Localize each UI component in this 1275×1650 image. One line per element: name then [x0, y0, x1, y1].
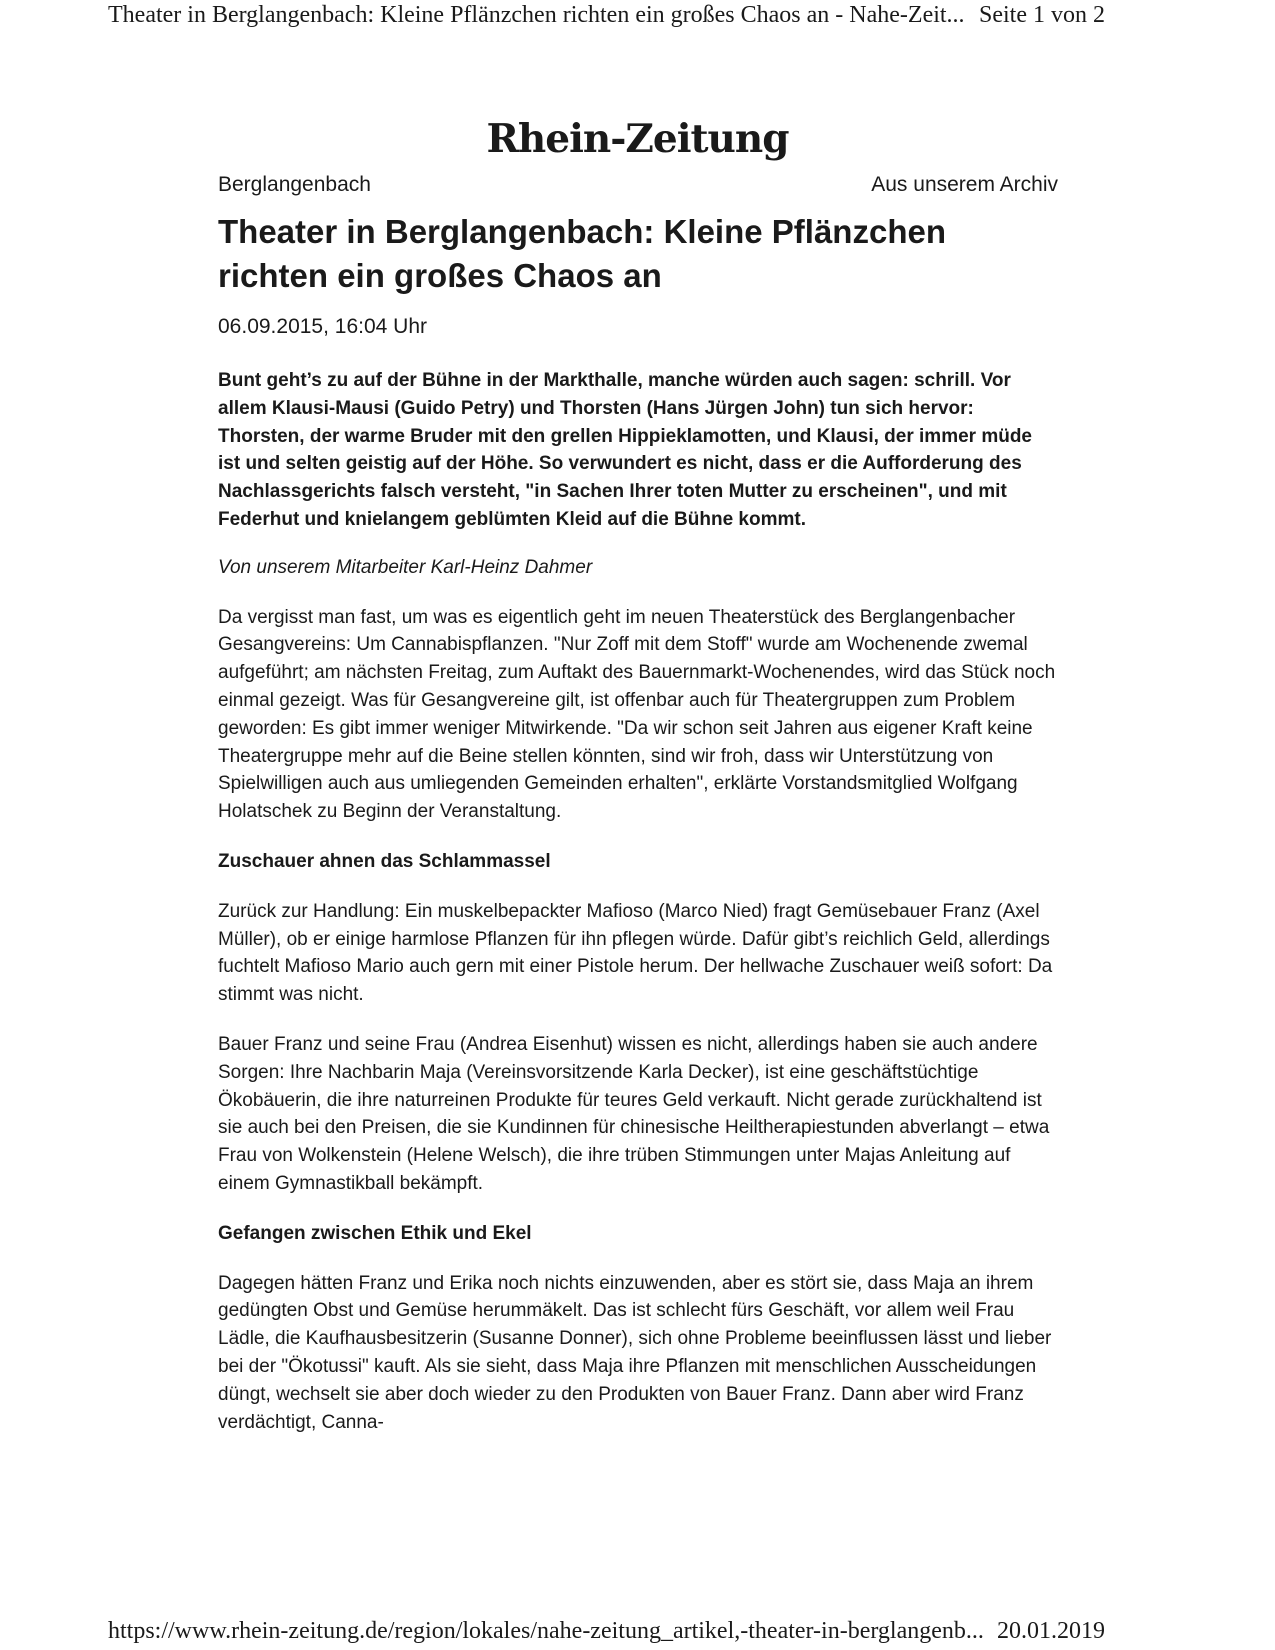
- article-lead: Bunt geht’s zu auf der Bühne in der Markthalle, manche würden auch sagen: schrill. Vor allem Klausi-Mausi (Guido Petry) und Thorsten (Hans Jürgen John) tun sich hervor: Thorsten, der warme Bruder mit den grellen Hippieklamotten, und Klausi, der immer müde ist und selten geistig auf der Höhe. So verwundert es nicht, dass er die Aufforderung des Nachlassgerichts falsch versteht, "in Sachen Ihrer toten Mutter zu erscheinen", und mit Federhut und knielangem geblümten Kleid auf die Bühne kommt.: [218, 370, 1032, 530]
- article-author: Von unserem Mitarbeiter Karl-Heinz Dahmer: [218, 556, 593, 578]
- headline-line-1: Theater in Berglangenbach: Kleine Pflänzchen: [218, 213, 946, 250]
- print-header-page-number: Seite 1 von 2: [979, 2, 1105, 28]
- article: [218, 168, 1058, 1455]
- print-footer-date: 20.01.2019: [997, 1618, 1105, 1644]
- article-paragraph-2: Zurück zur Handlung: Ein muskelbepackter Mafioso (Marco Nied) fragt Gemüsebauer Franz (Axel Müller), ob er einige harmlose Pflanzen für ihn pflegen würde. Dafür gibt’s reichlich Geld, allerdings fuchtelt Mafioso Mario auch gern mit einer Pistole herum. Der hellwache Zuschauer weiß sofort: Da stimmt was nicht.: [218, 900, 1053, 1006]
- newspaper-logo: Rhein-Zeitung: [486, 116, 789, 162]
- article-meta-row: [218, 168, 1058, 202]
- print-footer-url: https://www.rhein-zeitung.de/region/lokales/nahe-zeitung_artikel,-theater-in-berglangenb...: [108, 1618, 984, 1644]
- article-paragraph-4: Dagegen hätten Franz und Erika noch nichts einzuwenden, aber es stört sie, dass Maja an ihrem gedüngten Obst und Gemüse herummäkelt. Das ist schlecht fürs Geschäft, vor allem weil Frau Lädle, die Kaufhausbesitzerin (Susanne Donner), sich ohne Probleme beeinflussen lässt und lieber bei der "Ökotussi" kauft. Als sie sieht, dass Maja ihre Pflanzen mit menschlichen Ausscheidungen düngt, wechselt sie aber doch wieder zu den Produkten von Bauer Franz. Dann aber wird Franz verdächtigt, Canna-: [218, 1272, 1052, 1433]
- article-headline: [218, 210, 1058, 298]
- article-location: Berglangenbach: [218, 173, 371, 196]
- archive-label: Aus unserem Archiv: [871, 173, 1058, 196]
- print-header-title: Theater in Berglangenbach: Kleine Pflänzchen richten ein großes Chaos an - Nahe-Zeit...: [108, 2, 965, 28]
- headline-line-2: richten ein großes Chaos an: [218, 257, 662, 294]
- article-paragraph-3: Bauer Franz und seine Frau (Andrea Eisenhut) wissen es nicht, allerdings haben sie auch andere Sorgen: Ihre Nachbarin Maja (Vereinsvorsitzende Karla Decker), ist eine geschäftstüchtige Ökobäuerin, die ihre naturreinen Produkte für teures Geld verkauft. Nicht gerade zurückhaltend ist sie auch bei den Preisen, die sie Kundinnen für chinesische Heiltherapiestunden abverlangt – etwa Frau von Wolkenstein (Helene Welsch), die ihre trüben Stimmungen unter Majas Anleitung auf einem Gymnastikball bekämpft.: [218, 1033, 1050, 1194]
- article-subhead-2: Gefangen zwischen Ethik und Ekel: [218, 1222, 532, 1244]
- article-date: 06.09.2015, 16:04 Uhr: [218, 315, 427, 338]
- article-subhead-1: Zuschauer ahnen das Schlammassel: [218, 850, 551, 872]
- article-paragraph-1: Da vergisst man fast, um was es eigentlich geht im neuen Theaterstück des Berglangenbacher Gesangvereins: Um Cannabispflanzen. "Nur Zoff mit dem Stoff" wurde am Wochenende zwemal aufgeführt; am nächsten Freitag, zum Auftakt des Bauernmarkt-Wochenendes, wird das Stück noch einmal gezeigt. Was für Gesangvereine gilt, ist offenbar auch für Theatergruppen zum Problem geworden: Es gibt immer weniger Mitwirkende. "Da wir schon seit Jahren aus eigener Kraft keine Theatergruppe mehr auf die Beine stellen könnten, sind wir froh, dass wir Unterstützung von Spielwilligen auch aus umliegenden Gemeinden erhalten", erklärte Vorstandsmitglied Wolfgang Holatschek zu Beginn der Veranstaltung.: [218, 606, 1056, 823]
